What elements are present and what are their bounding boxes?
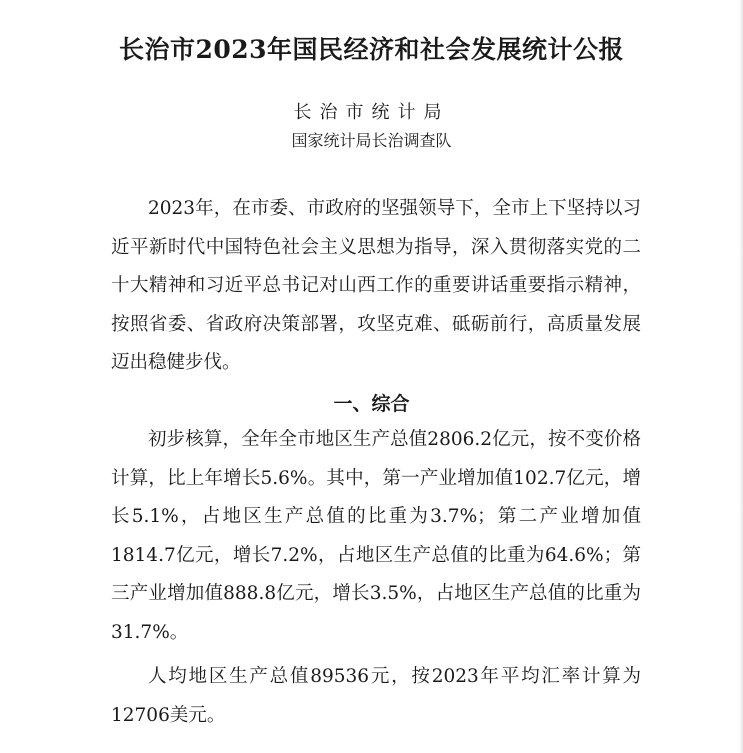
- section-heading-comprehensive: 一、综合: [333, 393, 410, 415]
- per-capita-gdp-paragraph: 人均地区生产总值89536元，按2023年平均汇率计算为12706美元。: [111, 666, 641, 726]
- document-title: 长治市2023年国民经济和社会发展统计公报: [118, 35, 625, 64]
- gdp-paragraph: 初步核算，全年全市地区生产总值2806.2亿元，按不变价格计算，比上年增长5.6%。其中，第一产业增加值102.7亿元，增长5.1%，占地区生产总值的比重为3.7%；第二产业增加值1814.7亿元，增长7.2%，占地区生产总值的比重为64.6%；第三产业增加值888.8亿元，增长3.5%，占地区生产总值的比重为31.7%。: [111, 429, 641, 643]
- intro-paragraph: 2023年，在市委、市政府的坚强领导下，全市上下坚持以习近平新时代中国特色社会主义思想为指导，深入贯彻落实党的二十大精神和习近平总书记对山西工作的重要讲话重要指示精神，按照省委、省政府决策部署，攻坚克难、砥砺前行，高质量发展迈出稳健步伐。: [111, 198, 641, 373]
- page-edge-shadow: [739, 0, 743, 753]
- issuer-statistics-bureau: 长治市统计局: [293, 102, 450, 123]
- issuer-survey-team: 国家统计局长治调查队: [291, 131, 452, 150]
